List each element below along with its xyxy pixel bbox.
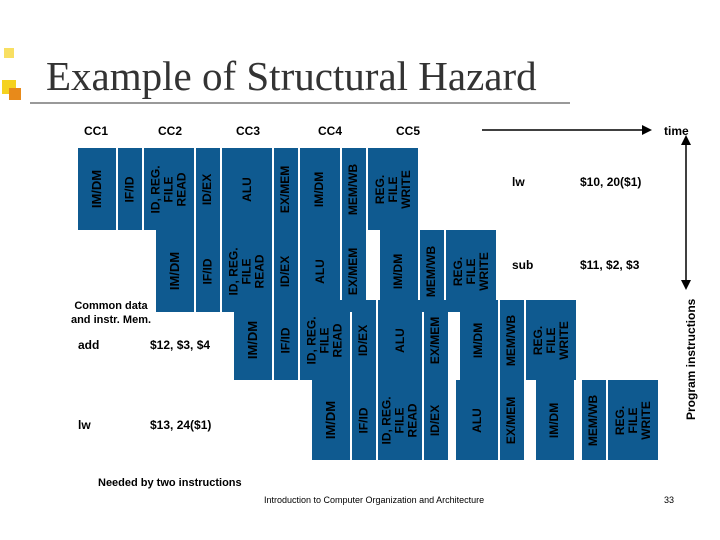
stage-alu: ALU [300, 230, 340, 312]
cc-label-5: CC5 [396, 124, 421, 138]
stage-mem: IM/DM [300, 148, 340, 230]
stage-id-ex: ID/EX [424, 380, 448, 460]
stage-alu: ALU [378, 300, 422, 380]
stage-im: IM/DM [312, 380, 350, 460]
stage-id-ex: ID/EX [196, 148, 220, 230]
time-label: time [664, 124, 689, 138]
instruction-args-3: $12, $3, $4 [150, 338, 211, 352]
stage-reg-read: ID, REG. FILE READ [378, 380, 422, 460]
instruction-args-2: $11, $2, $3 [580, 258, 640, 272]
stage-if-id: IF/ID [274, 300, 298, 380]
stage-ex-mem: EX/MEM [342, 230, 366, 312]
time-arrow-icon [482, 123, 652, 137]
stage-ex-mem: EX/MEM [424, 300, 448, 380]
instruction-op-1: lw [512, 175, 525, 189]
stage-reg-read: ID, REG. FILE READ [300, 300, 350, 380]
stage-im: IM/DM [234, 300, 272, 380]
stage-reg-write: REG. FILE WRITE [526, 300, 576, 380]
stage-alu: ALU [222, 148, 272, 230]
cc-label-3: CC3 [236, 124, 261, 138]
stage-reg-write: REG. FILE WRITE [368, 148, 418, 230]
stage-im: IM/DM [78, 148, 116, 230]
stage-reg-write: REG. FILE WRITE [608, 380, 658, 460]
decorative-squares [0, 0, 40, 110]
stage-if-id: IF/ID [196, 230, 220, 312]
stage-id-ex: ID/EX [352, 300, 376, 380]
common-memory-note: Common data and instr. Mem. [70, 300, 152, 326]
cc-label-4: CC4 [318, 124, 343, 138]
slide-title: Example of Structural Hazard [46, 53, 537, 99]
stage-ex-mem: EX/MEM [500, 380, 524, 460]
instruction-op-3: add [78, 338, 100, 352]
stage-mem-wb: MEM/WB [582, 380, 606, 460]
stage-if-id: IF/ID [352, 380, 376, 460]
title-underline [30, 102, 570, 104]
stage-mem-wb: MEM/WB [420, 230, 444, 312]
footer-course: Introduction to Computer Organization and Architecture [264, 495, 485, 505]
stage-mem: IM/DM [460, 300, 498, 380]
needed-note: Needed by two instructions [98, 477, 242, 489]
stage-reg-read: ID, REG. FILE READ [144, 148, 194, 230]
page-number: 33 [664, 495, 675, 505]
stage-ex-mem: EX/MEM [274, 148, 298, 230]
stage-reg-read: ID, REG. FILE READ [222, 230, 272, 312]
stage-mem: IM/DM [380, 230, 418, 312]
instruction-arrow-icon [679, 135, 693, 290]
instruction-args-4: $13, 24($1) [150, 418, 212, 432]
instruction-op-2: sub [512, 258, 534, 272]
instruction-op-4: lw [78, 418, 91, 432]
program-instructions-label: Program instructions [684, 298, 698, 420]
instruction-args-1: $10, 20($1) [580, 175, 642, 189]
stage-alu: ALU [456, 380, 498, 460]
cc-label-2: CC2 [158, 124, 183, 138]
stage-id-ex: ID/EX [274, 230, 298, 312]
stage-mem: IM/DM [536, 380, 574, 460]
cc-label-1: CC1 [84, 124, 109, 138]
stage-mem-wb: MEM/WB [342, 148, 366, 230]
stage-im: IM/DM [156, 230, 194, 312]
stage-mem-wb: MEM/WB [500, 300, 524, 380]
stage-reg-write: REG. FILE WRITE [446, 230, 496, 312]
stage-if-id: IF/ID [118, 148, 142, 230]
